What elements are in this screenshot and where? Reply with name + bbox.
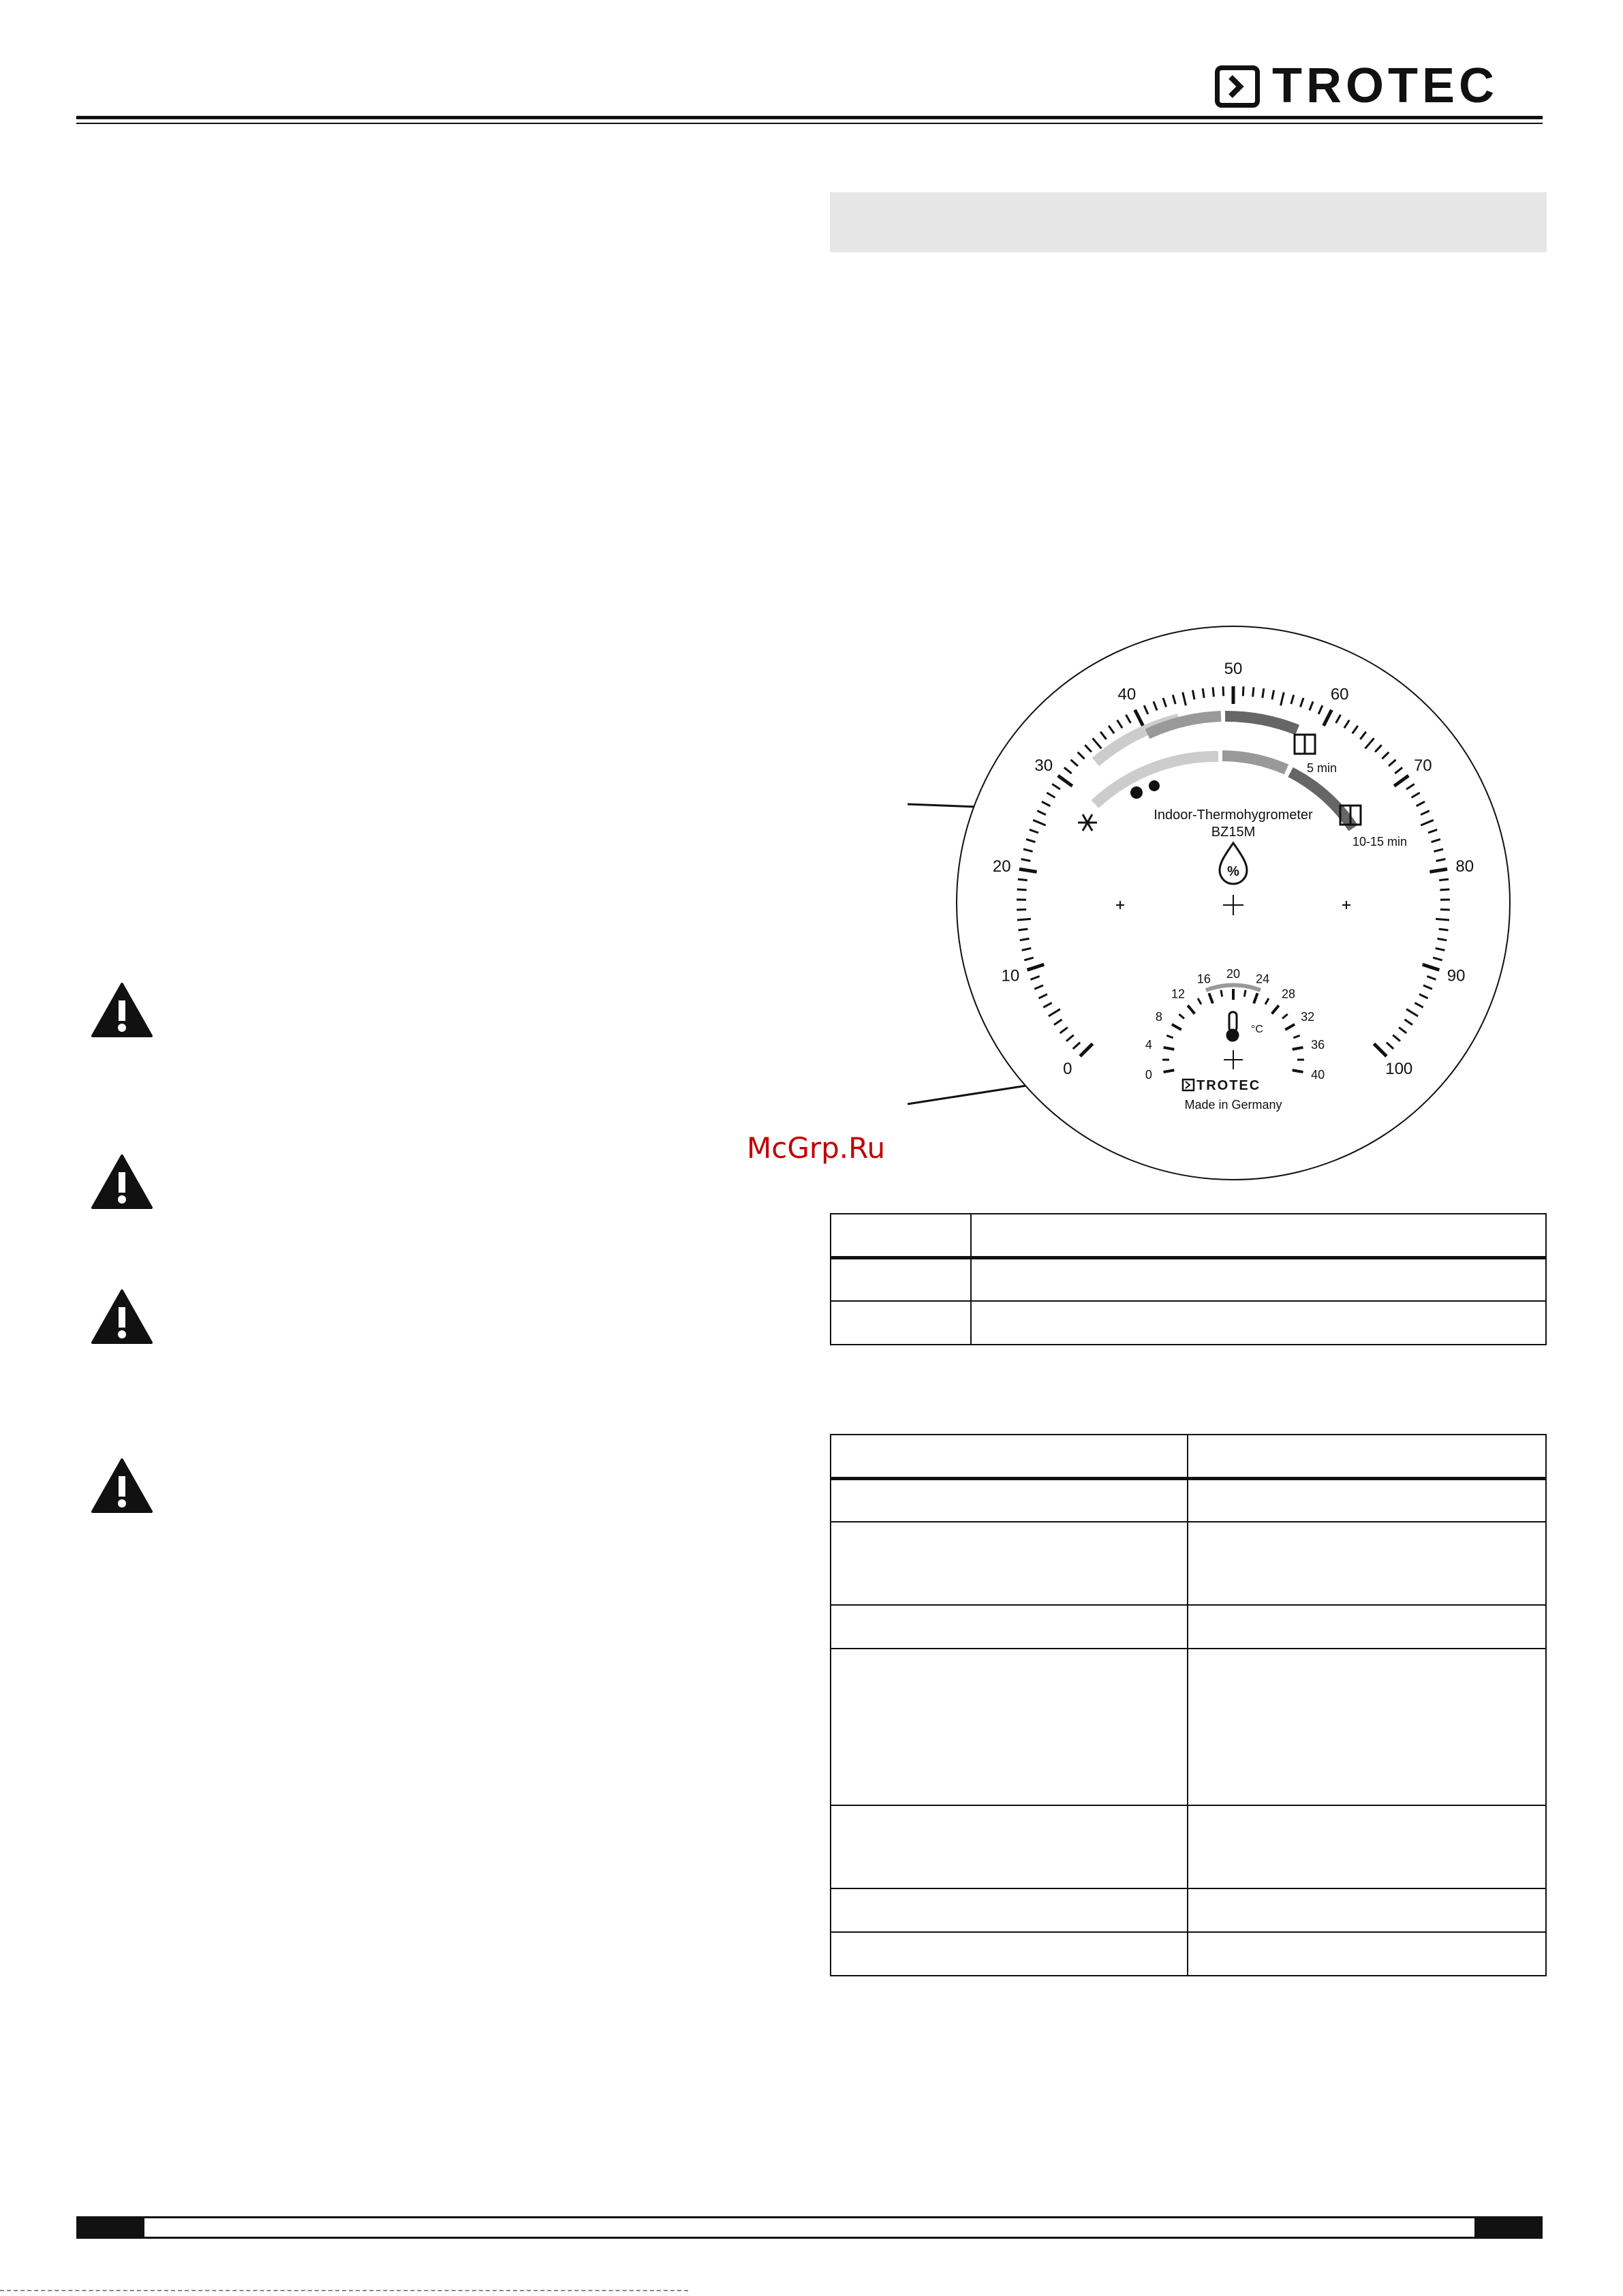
temperature-tick-label: 0 xyxy=(1145,1067,1152,1082)
humidity-tick xyxy=(1439,879,1449,881)
humidity-tick-label: 30 xyxy=(1034,756,1053,775)
temperature-tick-label: 36 xyxy=(1311,1038,1325,1052)
humidity-tick xyxy=(1203,688,1204,698)
humidity-tick-label: 0 xyxy=(1063,1060,1072,1079)
temperature-tick-label: 12 xyxy=(1171,987,1186,1001)
humidity-tick-label: 80 xyxy=(1455,857,1474,876)
table-cell xyxy=(831,1522,1188,1605)
temperature-tick xyxy=(1293,1070,1303,1072)
temperature-tick-label: 32 xyxy=(1301,1010,1315,1024)
temperature-tick-label: 16 xyxy=(1196,972,1211,986)
page-cut-line xyxy=(0,2290,688,2293)
humidity-tick xyxy=(1436,919,1449,920)
temperature-tick-label: 24 xyxy=(1256,972,1270,986)
temperature-tick xyxy=(1293,1047,1303,1050)
temperature-tick-label: 8 xyxy=(1155,1010,1162,1024)
table-cell xyxy=(1188,1888,1546,1932)
table-cell xyxy=(1188,1932,1546,1976)
ventilation-short-label: 5 min xyxy=(1306,761,1338,775)
table-cell xyxy=(831,1888,1188,1932)
legend-table xyxy=(830,1213,1547,1345)
table-cell xyxy=(971,1257,1546,1301)
humidity-tick-label: 10 xyxy=(1001,966,1020,985)
humidity-tick xyxy=(1439,929,1449,930)
table-cell xyxy=(831,1214,971,1257)
temperature-tick-label: 4 xyxy=(1145,1038,1152,1052)
humidity-tick xyxy=(1223,686,1224,696)
footer-block-left xyxy=(76,2218,144,2239)
table-cell xyxy=(831,1301,971,1345)
humidity-tick-label: 70 xyxy=(1413,756,1432,775)
humidity-tick xyxy=(1017,919,1031,920)
table-cell xyxy=(1188,1605,1546,1649)
humidity-tick-label: 20 xyxy=(992,857,1011,876)
table-cell xyxy=(1188,1522,1546,1605)
temperature-unit: °C xyxy=(1251,1024,1263,1035)
header-rule xyxy=(76,116,1543,119)
warning-icon xyxy=(91,1458,153,1513)
temperature-tick xyxy=(1164,1047,1175,1050)
model-name: Indoor-Thermohygrometer xyxy=(1154,808,1313,823)
humidity-tick xyxy=(1253,687,1254,697)
trotec-logo xyxy=(1215,59,1542,113)
humidity-tick xyxy=(1017,889,1027,890)
table-cell xyxy=(831,1932,1188,1976)
technical-data-table xyxy=(830,1434,1547,1976)
table-cell xyxy=(1188,1805,1546,1888)
temperature-tick-label: 40 xyxy=(1311,1067,1325,1082)
temperature-tick-label: 28 xyxy=(1281,987,1296,1001)
percent-symbol: % xyxy=(1227,864,1239,879)
table-cell xyxy=(971,1214,1546,1257)
table-cell xyxy=(1188,1649,1546,1805)
thermohygrometer-dial xyxy=(954,624,1513,1182)
humidity-tick-label: 50 xyxy=(1224,660,1243,678)
temperature-tick-label: 20 xyxy=(1226,967,1241,981)
logo-chevron-icon xyxy=(1215,65,1260,108)
humidity-tick-label: 60 xyxy=(1330,685,1349,704)
table-cell xyxy=(831,1605,1188,1649)
humidity-tick xyxy=(1213,687,1214,697)
section-heading-bar xyxy=(830,192,1547,252)
table-cell xyxy=(1188,1435,1546,1478)
humidity-tick-label: 100 xyxy=(1385,1060,1413,1079)
humidity-tick xyxy=(1019,929,1028,930)
header-rule-thin xyxy=(76,123,1543,124)
ventilation-long-label: 10-15 min xyxy=(1352,835,1408,848)
table-cell xyxy=(831,1435,1188,1478)
temperature-tick xyxy=(1244,990,1246,997)
table-cell xyxy=(831,1805,1188,1888)
temperature-tick xyxy=(1164,1070,1175,1072)
humidity-tick xyxy=(1018,879,1027,881)
model-code: BZ15M xyxy=(1211,825,1256,840)
table-cell xyxy=(971,1301,1546,1345)
humidity-tick xyxy=(1263,688,1264,698)
table-cell xyxy=(831,1478,1188,1522)
table-cell xyxy=(831,1649,1188,1805)
warning-icon xyxy=(91,1154,153,1209)
humidity-tick-label: 40 xyxy=(1117,685,1137,704)
footer-rule xyxy=(76,2216,1543,2218)
temperature-tick xyxy=(1221,990,1222,997)
footer-rule-bottom xyxy=(76,2237,1543,2239)
warning-icon xyxy=(91,1289,153,1344)
origin-label: Made in Germany xyxy=(1184,1098,1282,1112)
footer-block-right xyxy=(1474,2218,1543,2239)
logo-text: TROTEC xyxy=(1272,59,1498,113)
watermark: McGrp.Ru xyxy=(747,1131,886,1165)
table-cell xyxy=(831,1257,971,1301)
dial-brand-text: TROTEC xyxy=(1196,1078,1261,1093)
dial-brand-logo xyxy=(1183,1078,1261,1093)
humidity-tick-label: 90 xyxy=(1447,966,1466,985)
warning-icon xyxy=(91,983,153,1037)
table-cell xyxy=(1188,1478,1546,1522)
humidity-tick xyxy=(1440,889,1449,890)
